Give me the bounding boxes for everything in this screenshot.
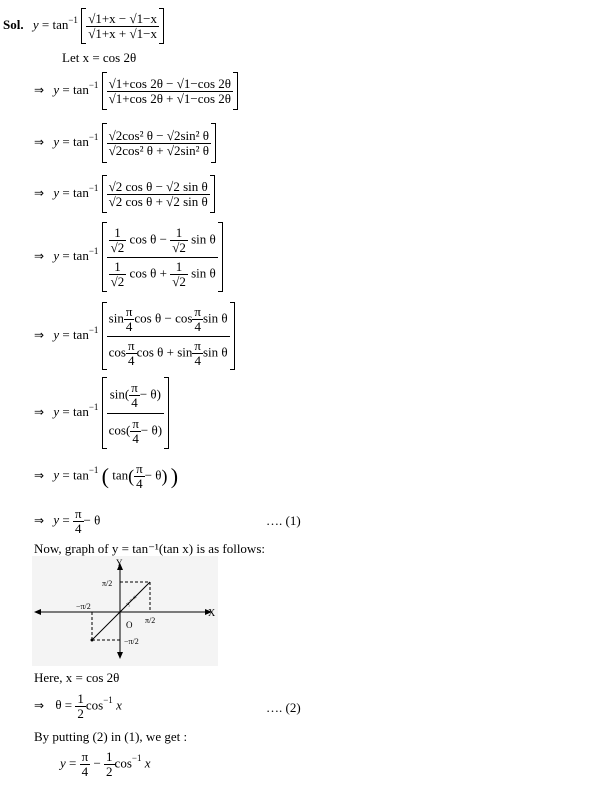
sin-fn: sin — [177, 343, 193, 359]
right-bracket — [218, 222, 223, 292]
graph-panel — [32, 556, 218, 666]
equation-ref-2: …. (2) — [266, 700, 301, 715]
pi-symbol: π — [194, 337, 201, 353]
fraction-step5 — [107, 226, 218, 289]
step-3: ⇒ $y = \tan^{-1}$ $\frac{\text{√2cos² θ − √2sin² θ}}{\text{√2cos² θ + √2sin² θ}}$ — [34, 123, 216, 163]
theta-equation: ⇒ θ = $\frac{1}{2}$ $\cos^{-1} x$ — [34, 691, 122, 721]
x-variable: x — [116, 697, 122, 713]
four: 4 — [131, 394, 138, 410]
pi-over-4 — [192, 305, 203, 334]
neg-pi2-left-label: −π/2 — [76, 602, 91, 611]
step-8: ⇒ $y = \tan^{-1}$ ( tan( $\frac{\pi}{4}$ − θ) ) — [34, 461, 179, 491]
right-bracket — [164, 377, 169, 449]
here-statement: Here, x = cos 2θ — [34, 670, 120, 685]
cos-fn: cos — [108, 343, 126, 359]
tan-inverse: tan — [72, 184, 89, 200]
sub-fraction — [170, 226, 188, 255]
four: 4 — [74, 521, 82, 536]
inverse-exponent: −1 — [68, 14, 78, 25]
y-variable: y — [53, 133, 60, 149]
sub-fraction — [109, 226, 127, 255]
tan-inverse: tan — [72, 133, 89, 149]
y-variable: y — [53, 247, 60, 263]
inverse-exponent: −1 — [88, 401, 99, 412]
sub-numerator: 1 — [170, 226, 188, 241]
step-9: ⇒ y = $\frac{\pi}{4}$ − θ — [34, 506, 101, 536]
one-half — [104, 750, 115, 779]
sub-denominator: √2 — [172, 273, 186, 289]
fraction-numerator — [107, 305, 230, 337]
cos-term: cos θ − — [129, 230, 167, 246]
fraction-step6 — [107, 305, 230, 368]
fraction-step2 — [107, 77, 233, 106]
pi-over-4 — [124, 305, 135, 334]
cos-term: cos θ + — [129, 264, 167, 280]
minus-sign: − — [164, 309, 172, 325]
inverse-exponent: −1 — [88, 131, 99, 142]
sub-numerator: 1 — [109, 226, 127, 241]
inverse-exponent: −1 — [88, 465, 99, 476]
neg-pi2-bottom-label: −π/2 — [124, 637, 139, 646]
inverse-exponent: −1 — [103, 695, 113, 706]
pi-over-4 — [130, 417, 141, 446]
y-variable: y — [32, 16, 39, 32]
equation-ref-1: …. (1) — [266, 513, 301, 528]
y-variable: y — [53, 184, 60, 200]
pi-over-4 — [80, 750, 91, 779]
fraction-step4 — [107, 180, 210, 209]
cos-inverse: cos — [114, 755, 132, 771]
putting-statement: By putting (2) in (1), we get : — [34, 729, 188, 744]
step-6: ⇒ $y = \tan^{-1}$ sin $\frac{\pi}{4}$ cos θ − cos $\frac{\pi}{4}$ sin θ cos $\frac{\pi}{4}$ cos θ + sin $\frac{\pi}{4}$ sin θ — [34, 302, 235, 370]
sol-label: Sol. — [3, 16, 24, 32]
minus-theta: − θ — [83, 512, 101, 528]
two: 2 — [77, 706, 84, 721]
fraction-numerator: sin( $\frac{\pi}{4}$ − θ) — [107, 381, 164, 414]
fraction-numerator: √1+cos 2θ − √1−cos 2θ — [108, 75, 232, 91]
one-half — [75, 692, 86, 721]
right-bracket — [159, 8, 164, 44]
let-statement: Let x = cos 2θ — [62, 50, 137, 65]
pi2-top-label: π/2 — [102, 579, 113, 588]
minus-theta: − θ — [144, 467, 162, 483]
right-bracket — [233, 72, 238, 110]
fraction-step3 — [107, 129, 211, 158]
four: 4 — [194, 352, 201, 368]
endpoint-dot — [91, 639, 94, 642]
y-variable: y — [60, 755, 66, 771]
y-variable: y — [53, 403, 60, 419]
step-4: ⇒ $y = \tan^{-1}$ $\frac{\text{√2 cos θ − √2 sin θ}}{\text{√2 cos θ + √2 sin θ}}$ — [34, 175, 215, 213]
y-variable: y — [53, 326, 60, 342]
four: 4 — [81, 764, 89, 779]
tan-fn: tan — [112, 467, 129, 483]
sub-denominator: √2 — [172, 239, 186, 255]
sin-fn: sin — [108, 309, 124, 325]
tan-inverse: tan — [72, 247, 89, 263]
four: 4 — [136, 476, 143, 491]
two: 2 — [106, 764, 113, 779]
inverse-exponent: −1 — [88, 182, 99, 193]
fraction-denominator: cos( $\frac{\pi}{4}$ − θ) — [108, 415, 163, 446]
cos-theta: cos θ — [136, 343, 164, 359]
cos-fn: cos — [108, 421, 126, 437]
sub-denominator: √2 — [110, 239, 125, 255]
plus-sign: + — [166, 343, 174, 359]
fraction-step7 — [107, 381, 164, 446]
pi-over-4 — [134, 462, 145, 491]
sin-term: sin θ — [191, 230, 216, 246]
cos-theta: cos θ — [134, 309, 162, 325]
pi-over-4 — [129, 381, 140, 410]
right-bracket — [230, 302, 235, 370]
one: 1 — [77, 691, 84, 706]
implies-arrow: ⇒ — [34, 185, 45, 200]
minus-theta: − θ — [140, 421, 158, 437]
pi-symbol: π — [74, 506, 82, 521]
fraction-denominator: √1+cos 2θ + √1−cos 2θ — [108, 90, 232, 106]
y-axis-label: Y — [116, 558, 123, 568]
implies-arrow: ⇒ — [34, 698, 45, 713]
pi-symbol: π — [125, 303, 133, 319]
pi-symbol: π — [81, 749, 89, 764]
origin-label: O — [126, 620, 133, 630]
graph-line — [92, 582, 150, 640]
theta-symbol: θ — [55, 697, 62, 713]
y-variable: y — [53, 81, 60, 97]
four: 4 — [194, 318, 201, 334]
fraction-denominator: √1+x + √1−x — [88, 25, 157, 41]
tan-inverse: tan — [72, 81, 89, 97]
four: 4 — [125, 318, 133, 334]
sin-term: sin θ — [191, 264, 216, 280]
right-bracket — [211, 123, 216, 163]
fraction-denominator — [107, 258, 218, 289]
inverse-exponent: −1 — [131, 753, 142, 764]
step-2: ⇒ $y = \tan^{-1}$ $\frac{√1+\cos 2\theta - √1-\cos 2\theta}{√1+\cos 2\theta + √1-\cos 2\theta}$ — [34, 72, 238, 110]
pi-over-4 — [73, 507, 84, 536]
minus-theta: − θ — [139, 385, 157, 401]
sub-numerator: 1 — [170, 260, 188, 275]
x-axis-label: X — [208, 608, 216, 619]
implies-arrow: ⇒ — [34, 513, 45, 528]
one: 1 — [106, 749, 113, 764]
sub-fraction — [170, 260, 188, 289]
fraction-denominator: √2 cos θ + √2 sin θ — [108, 193, 208, 209]
step-5: ⇒ $y = \tan^{-1}$ $\frac{1}{√2}$ cos θ − $\frac{1}{√2}$ sin θ $\frac{1}{√2}$ cos θ + $\frac{1}{√2}$ sin θ — [34, 222, 223, 292]
cos-fn: cos — [175, 309, 193, 325]
tan-inverse: tan — [72, 467, 89, 483]
x-variable: x — [144, 755, 151, 771]
implies-arrow: ⇒ — [34, 327, 45, 342]
fraction-denominator: √2cos² θ + √2sin² θ — [108, 142, 210, 158]
fraction-denominator — [107, 337, 230, 368]
sin-fn: sin — [109, 385, 125, 401]
cos-inverse: cos — [85, 697, 104, 713]
pi-over-4 — [192, 339, 203, 368]
solution-header: Sol. $y = \tan^{-1}$ $\frac{√1+x - √1-x}{√1+x + √1-x}$ — [3, 8, 164, 44]
fraction-numerator: √1+x − √1−x — [88, 10, 157, 26]
sin-theta: sin θ — [202, 309, 228, 325]
four: 4 — [128, 352, 135, 368]
tan-inverse: tan — [72, 326, 89, 342]
inverse-exponent: −1 — [88, 324, 99, 335]
implies-arrow: ⇒ — [34, 468, 45, 483]
implies-arrow: ⇒ — [34, 404, 45, 419]
pi-symbol: π — [131, 379, 138, 395]
step-7: ⇒ $y = \tan^{-1}$ sin( $\frac{\pi}{4}$ − θ) cos( $\frac{\pi}{4}$ − θ) — [34, 377, 169, 449]
x-axis-arrow-left — [34, 609, 41, 615]
fraction-numerator: √2cos² θ − √2sin² θ — [108, 127, 210, 143]
y-variable: y — [53, 512, 60, 528]
implies-arrow: ⇒ — [34, 82, 45, 97]
fraction-numerator — [107, 226, 218, 258]
pi-symbol: π — [136, 461, 143, 476]
pi-symbol: π — [132, 415, 139, 431]
implies-arrow: ⇒ — [34, 248, 45, 263]
tan-inverse-graph — [32, 556, 218, 666]
final-equation: y = $\frac{\pi}{4}$ − $\frac{1}{2}$ $\cos^{-1} x$ — [60, 749, 151, 779]
y-axis-arrow-down — [117, 652, 123, 659]
pi2-right-label: π/2 — [145, 616, 156, 625]
sub-fraction — [109, 260, 127, 289]
right-bracket — [210, 175, 215, 213]
line-label: y = x — [125, 594, 139, 608]
y-variable: y — [53, 467, 60, 483]
pi-symbol: π — [194, 303, 201, 319]
tan-inverse: tan — [72, 403, 89, 419]
four: 4 — [132, 430, 139, 446]
implies-arrow: ⇒ — [34, 134, 45, 149]
graph-intro: Now, graph of y = tan⁻¹(tan x) is as follows: — [34, 541, 265, 556]
pi-over-4 — [126, 339, 137, 368]
sin-theta: sin θ — [202, 343, 228, 359]
tan-inverse: tan — [52, 16, 69, 32]
fraction-line1 — [86, 12, 159, 41]
sub-numerator: 1 — [109, 260, 127, 275]
sub-denominator: √2 — [110, 273, 125, 289]
inverse-exponent: −1 — [88, 79, 99, 90]
inverse-exponent: −1 — [88, 245, 99, 256]
pi-symbol: π — [128, 337, 135, 353]
fraction-numerator: √2 cos θ − √2 sin θ — [108, 178, 208, 194]
